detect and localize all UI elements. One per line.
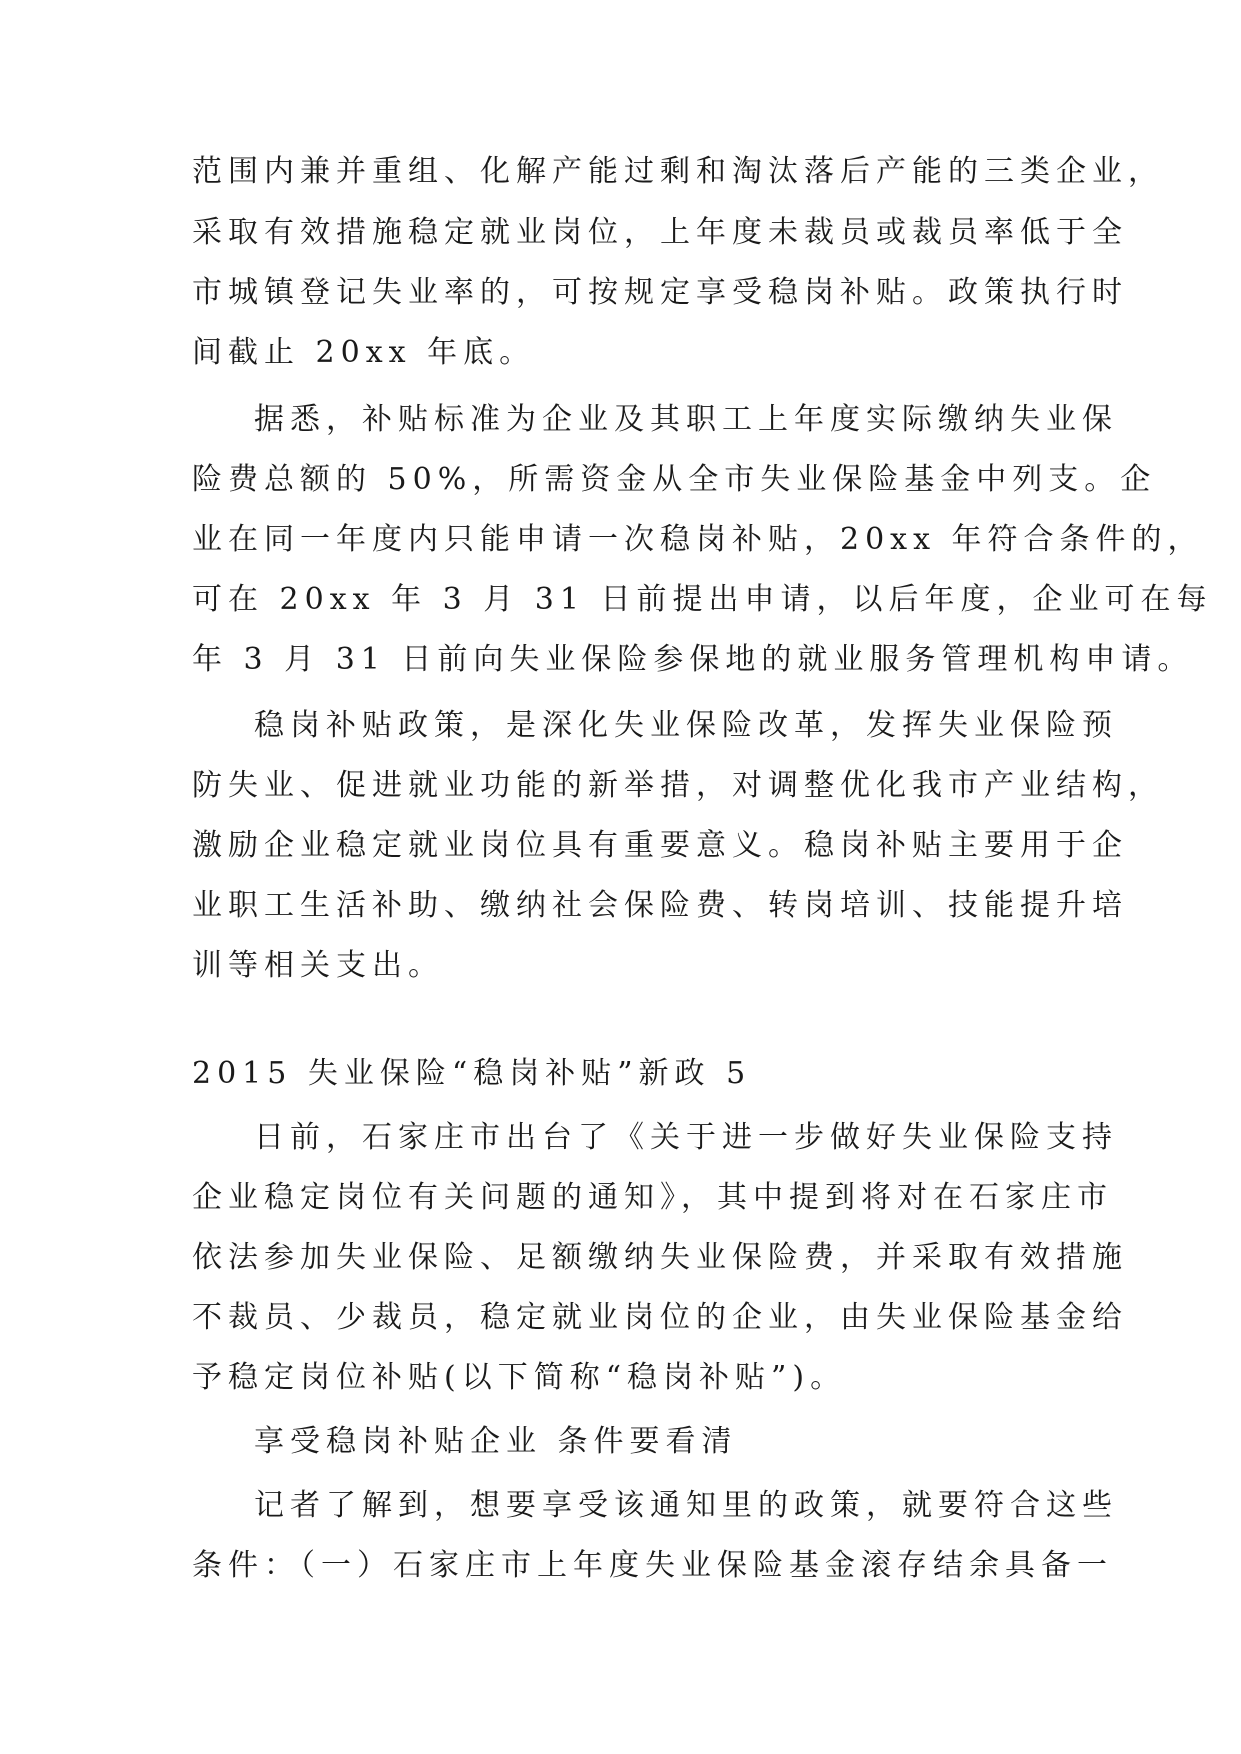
text-line: 激励企业稳定就业岗位具有重要意义。稳岗补贴主要用于企 xyxy=(192,828,1128,863)
subheading: 享受稳岗补贴企业 条件要看清 xyxy=(254,1424,738,1459)
text-line: 险费总额的 50%，所需资金从全市失业保险基金中列支。企 xyxy=(192,462,1157,497)
text-line: 采取有效措施稳定就业岗位，上年度未裁员或裁员率低于全 xyxy=(192,215,1128,250)
text-line: 不裁员、少裁员，稳定就业岗位的企业，由失业保险基金给 xyxy=(192,1300,1128,1335)
text-line: 业在同一年度内只能申请一次稳岗补贴，20xx 年符合条件的， xyxy=(192,522,1204,557)
text-line: 训等相关支出。 xyxy=(192,948,444,983)
text-line: 日前，石家庄市出台了《关于进一步做好失业保险支持 xyxy=(254,1120,1118,1155)
text-line: 稳岗补贴政策，是深化失业保险改革，发挥失业保险预 xyxy=(254,708,1118,743)
text-line: 企业稳定岗位有关问题的通知》，其中提到将对在石家庄市 xyxy=(192,1180,1113,1215)
text-line: 业职工生活补助、缴纳社会保险费、转岗培训、技能提升培 xyxy=(192,888,1128,923)
text-line: 范围内兼并重组、化解产能过剩和淘汰落后产能的三类企业， xyxy=(192,154,1164,189)
section-heading: 2015 失业保险“稳岗补贴”新政 5 xyxy=(192,1056,752,1091)
text-line: 依法参加失业保险、足额缴纳失业保险费，并采取有效措施 xyxy=(192,1240,1128,1275)
text-line: 间截止 20xx 年底。 xyxy=(192,335,536,370)
text-line: 市城镇登记失业率的，可按规定享受稳岗补贴。政策执行时 xyxy=(192,275,1128,310)
text-line: 防失业、促进就业功能的新举措，对调整优化我市产业结构， xyxy=(192,768,1164,803)
text-line: 可在 20xx 年 3 月 31 日前提出申请，以后年度，企业可在每 xyxy=(192,582,1213,617)
text-line: 据悉，补贴标准为企业及其职工上年度实际缴纳失业保 xyxy=(254,402,1118,437)
text-line: 条件：（一）石家庄市上年度失业保险基金滚存结余具备一 xyxy=(192,1548,1113,1583)
text-line: 予稳定岗位补贴(以下简称“稳岗补贴”)。 xyxy=(192,1360,847,1395)
text-line: 记者了解到，想要享受该通知里的政策，就要符合这些 xyxy=(254,1488,1118,1523)
text-line: 年 3 月 31 日前向失业保险参保地的就业服务管理机构申请。 xyxy=(192,642,1194,677)
